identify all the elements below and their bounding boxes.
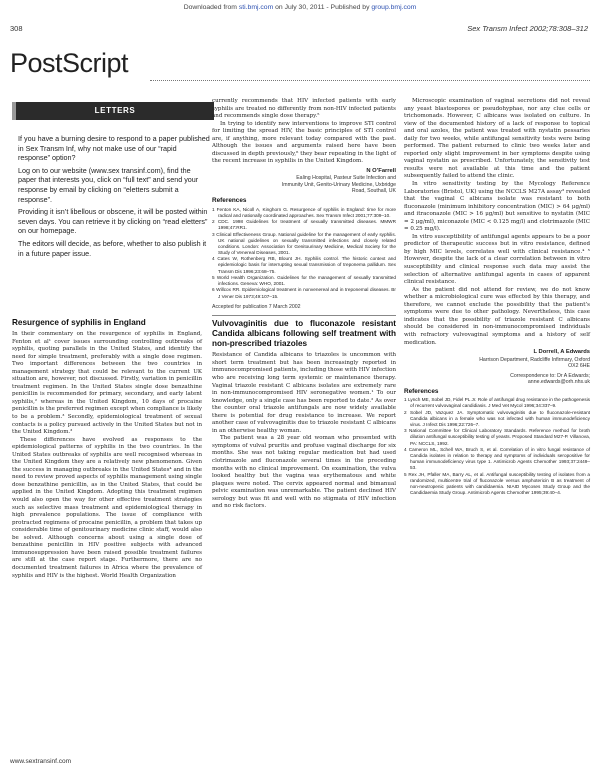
reference-item: 3 National Committee for Clinical Laboratory Standards. Reference method for broth dilution antifungal susceptibility testing of yeasts. Proposed Standard M27-P. Villanova, PA: NCCLS, 1992. bbox=[404, 428, 590, 446]
article2-paragraph: In vitro susceptibility of antifungal agents appears to be a poor predictor of therapeutic success but in vitro resistance, defined by high MIC levels, correlates well with clinical resistance.⁴ ⁵ However, despite the lack of a clear correlation between in vitro susceptibility and clinical response such data may assist the selection of alternative antifungal agents in cases of apparent clinical resistance. bbox=[404, 233, 590, 286]
note-paragraph: The editors will decide, as before, whether to also publish it in a future paper issue. bbox=[18, 238, 207, 258]
journal-reference: Sex Transm Infect 2002;78:308–312 bbox=[467, 24, 588, 33]
footer-url[interactable]: www.sextransinf.com bbox=[10, 758, 72, 765]
note-paragraph: Providing it isn’t libellous or obscene, it will be posted within seven days. You can retrieve it by clicking on “read eletters” on our homepage. bbox=[18, 207, 208, 236]
article2-paragraph: In vitro sensitivity testing by the Mycology Reference Laboratories (Bristol, UK) using the NCCLS M27A assay³ revealed that the vaginal C albicans isolate was resistant to both fluconazole (minimum inhibitory concentration (MIC) > 64 μg/ml) and itraconazole (MIC > 16 μg/ml) but sensitive to nystatin (MIC = 2 μg/ml), miconazole (MIC < 0.125 mg/l) and clotrimazole (MIC = 0.25 mg/l). bbox=[404, 181, 590, 233]
article2-author: L Dorrell, A Edwards bbox=[533, 349, 590, 356]
article2-reference-list bbox=[404, 397, 590, 496]
article1-paragraph: In trying to identify new interventions to improve STI control for limiting the spread HIV, the basic principles of STI control are, if anything, more relevant today compared with the past. Although the issues and arguments raised here have been discussed in depth previously,⁶ they bear repeating in the light of the recent increase in syphilis in the United Kingdom. bbox=[212, 120, 396, 165]
article2-correspondence-email[interactable]: anne.edwards@orh.nhs.uk bbox=[527, 379, 590, 386]
article-divider bbox=[212, 315, 396, 316]
download-banner bbox=[0, 4, 600, 11]
reference-item: 4 Cameron ML, Schell WA, Bruch S, et al. Correlation of in vitro fungal resistance of Candida isolates in relation to therapy and symptoms of individuals seropositive for human immunodeficiency virus type 1. Antimicrob Agents Chemother 1993;37:2449–53. bbox=[404, 446, 590, 471]
reference-item: 1 Lynch ME, Sobel JD, Fidel PL Jr. Role of antifungal drug resistance in the pathogenesis of recurrent vulvovaginal candidiasis. J Med Vet Mycol 1996;34:337–9. bbox=[404, 397, 590, 409]
article2-paragraph: Microscopic examination of vaginal secretions did not reveal any yeast blastospores or pseudohyphae, nor any clue cells or trichomonads. However, C albicans was isolated on culture. In view of the documented history of a lack of response to topical and oral azoles, the patient was treated with nystatin pessaries daily for two weeks, while antifungal sensitivity tests were being performed. The patient returned to clinic two weeks later and reported only slight improvement in her symptoms despite using vaginal nystatin as prescribed. Unfortunately, the sensitivity test results were not available at this time and the patient subsequently failed to attend the clinic. bbox=[404, 98, 590, 180]
article2-paragraph: As the patient did not attend for review, we do not know whether a microbiological cure was effected by this therapy, and therefore, we cannot exclude the possibility that the patient’s symptoms were due to other pathology. Nevertheless, this case indicates that the possibility of triazole resistant C albicans should be considered in non-immunocompromised individuals with refractory vulvovaginal symptoms and a history of self medication. bbox=[404, 286, 590, 346]
letters-banner: LETTERS bbox=[12, 102, 214, 120]
article1-references-heading: References bbox=[212, 196, 247, 204]
article1-affiliation-line: Ealing Hospital, Pasteur Suite Infection and bbox=[296, 175, 396, 182]
reference-item: 3 Clinical Effectiveness Group. National guideline for the management of early syphilis. UK national guidelines on sexually transmitted infections and closely related conditions. London: Association for Genitourinary Medicine, Medical Society for the Study of Venereal Diseases, 2001. bbox=[212, 231, 396, 255]
article1-affiliation-line: Road, Southall, UK bbox=[351, 188, 396, 195]
article2-affiliation-line: Harrison Department, Radcliffe Infirmary, Oxford bbox=[479, 356, 590, 363]
rapid-response-note bbox=[18, 134, 210, 261]
article2-references-heading: References bbox=[404, 387, 439, 395]
article1-paragraph: In their commentary on the resurgence of syphilis in England, Fenton et al¹ cover issues surrounding controlling outbreaks of syphilis, quoting parallels in the United States, and identify the need for simple treatment, preferably with a single dose regimen. Two important differences between the two countries in management strategy that could be relevant to the current UK situation are, however, not discussed. Firstly, variation in penicillin treatment regimen. In the United States single dose benzathine penicillin is recommended for primary, secondary, and early latent syphilis,² whereas in the United Kingdom, 10 days of procaine penicillin is the preferred regimen except when compliance is likely to be a problem.³ Secondly, epidemiological treatment of sexual contacts is a policy pursued actively in the United States but not in the United Kingdom.³ bbox=[12, 331, 202, 436]
reference-item: 5 Rex JH, Pfaller MA, Barry AL, et al. Antifungal susceptibility testing of isolates from a randomized, multicentre trial of fluconazole versus amphotericin B as treatment of non-neutropenic patients with candidaemia. NIAID Mycoses Study Group and the Candidaemia Study Group. Antimicrob Agents Chemother 1995;39:40–4. bbox=[404, 471, 590, 496]
page-number: 308 bbox=[10, 24, 23, 33]
article2-affiliation-line: OX2 6HE bbox=[568, 363, 590, 370]
article2-paragraph: Resistance of Candida albicans to triazoles is uncommon with short term treatment but has been increasingly reported in immunocompromised patients, including those with HIV infection who are receiving long term systemic or maintenance therapy. Vaginal triazole resistant C albicans isolates are extremely rare in non-immunocompromised HIV seronegative women.¹ To our knowledge, only a single case has been reported to date.² As over the counter oral triazole antifungals are now widely available there is potential for drug resistance to increase. We report another case of vulvovaginitis due to triazole resistant C albicans in an otherwise healthy woman. bbox=[212, 352, 396, 434]
article1-affiliation-line: Immunity Unit, Genito-Urinary Medicine, Uxbridge bbox=[281, 181, 396, 188]
reference-item: 4 Cates W, Rothenberg RB, Blount JH. Syphilis control. The historic context and epidemiologic basis for interrupting sexual transmission of treponema pallidum. Sex Transm Dis 1996;23:68–75. bbox=[212, 256, 396, 274]
publisher-link[interactable]: group.bmj.com bbox=[371, 4, 417, 11]
download-mid: on July 30, 2011 - Published by bbox=[275, 4, 370, 11]
reference-item: 1 Fenton KA, Nicoll A, Kinghorn G. Resurgence of syphilis in England: time for more radical and nationally coordinated approaches. Sex Transm Infect 2001;77:309–10. bbox=[212, 206, 396, 218]
column-2 bbox=[212, 98, 396, 511]
reference-item: 2 CDC. 1998 Guidelines for treatment of sexually transmitted diseases. MMWR 1998;47:RR1. bbox=[212, 219, 396, 231]
reference-item: 5 World Health Organization. Guidelines for the management of sexually transmitted infections. Geneva: WHO, 2001. bbox=[212, 274, 396, 287]
article1-accepted-date: Accepted for publication 7 March 2002 bbox=[212, 303, 301, 310]
article2-heading: Vulvovaginitis due to fluconazole resistant Candida albicans following self treatment with non-prescribed triazoles bbox=[212, 319, 396, 349]
column-3 bbox=[404, 98, 590, 497]
reference-item: 2 Sobel JD, Vazquez JA. Symptomatic vulvovaginitis due to fluconazole-resistant Candida albicans in a female who was not infected with human immunodeficiency virus. J Infect Dis 1996;22:726–7. bbox=[404, 409, 590, 427]
note-paragraph: If you have a burning desire to respond to a paper published in Sex Transm Inf, why not make use of our “rapid response” option? bbox=[18, 134, 210, 163]
reference-item: 6 Willcox RR. Epidemiological treatment in nonvenereal and in treponemal diseases. Br J Vener Dis 1973;49:107–15. bbox=[212, 287, 396, 299]
article2-paragraph: The patient was a 28 year old woman who presented with symptoms of vulval pruritis and profuse vaginal discharge for six months. She was not taking regular medication but had used clotrimazole and fluconazole several times in the preceding months with no clinical improvement. On examination, the vulva looked healthy but the vagina was erythematous and white plaques were noted. The cervix appeared normal and bimanual pelvic examination was unremarkable. The patient declined HIV serology but was fit and well with no stigmata of HIV infection and no risk factors. bbox=[212, 435, 396, 510]
article2-correspondence-line: Correspondence to: Dr A Edwards; bbox=[510, 372, 590, 379]
column-1 bbox=[12, 318, 202, 580]
download-prefix: Downloaded from bbox=[183, 4, 237, 11]
article1-reference-list bbox=[212, 207, 396, 300]
note-paragraph: Log on to our website (www.sex transinf.com), find the paper that interests you, click on “full text” and send your response by email by clicking on “eletters submit a response”. bbox=[18, 165, 199, 204]
article1-heading: Resurgence of syphilis in England bbox=[12, 318, 146, 327]
download-site-link[interactable]: sti.bmj.com bbox=[238, 4, 274, 11]
article1-paragraph: These differences have evolved as responses to the epidemiological patterns of syphilis in the two countries. In the United States outbreaks of syphilis are well recognised whereas in the United Kingdom they are a relatively new phenomenon. Given the success in managing outbreaks in the United States⁴ and in the need to review proved aspects of syphilis management using single dose benzathine penicillin, as in the United States, that could be applied in the United Kingdom. Adopting this treatment regimen would also open the way for other effective treatment strategies such as selective mass treatment and epidemiological therapy in high prevalence populations. The issue of compliance with protracted regimens of procaine penicillin, a problem that takes up considerable time of genitourinary medicine clinic staff, would also be solved. Although concerns about using a single dose of benzathine penicillin in HIV positive subjects with advanced immunosuppression have been raised possible treatment failures are still at the case report stage. Furthermore, there are no documented treatment failures in Africa where the prevalence of syphilis and HIV is the highest. World Health Organization bbox=[12, 436, 202, 579]
article1-author: N O’Farrell bbox=[366, 167, 396, 174]
section-title: PostScript bbox=[10, 48, 129, 78]
title-rule bbox=[150, 80, 590, 81]
article1-paragraph: currently recommends that HIV infected patients with early syphilis are treated no differently from non-HIV infected patients and recommends single dose therapy.⁵ bbox=[212, 98, 396, 120]
